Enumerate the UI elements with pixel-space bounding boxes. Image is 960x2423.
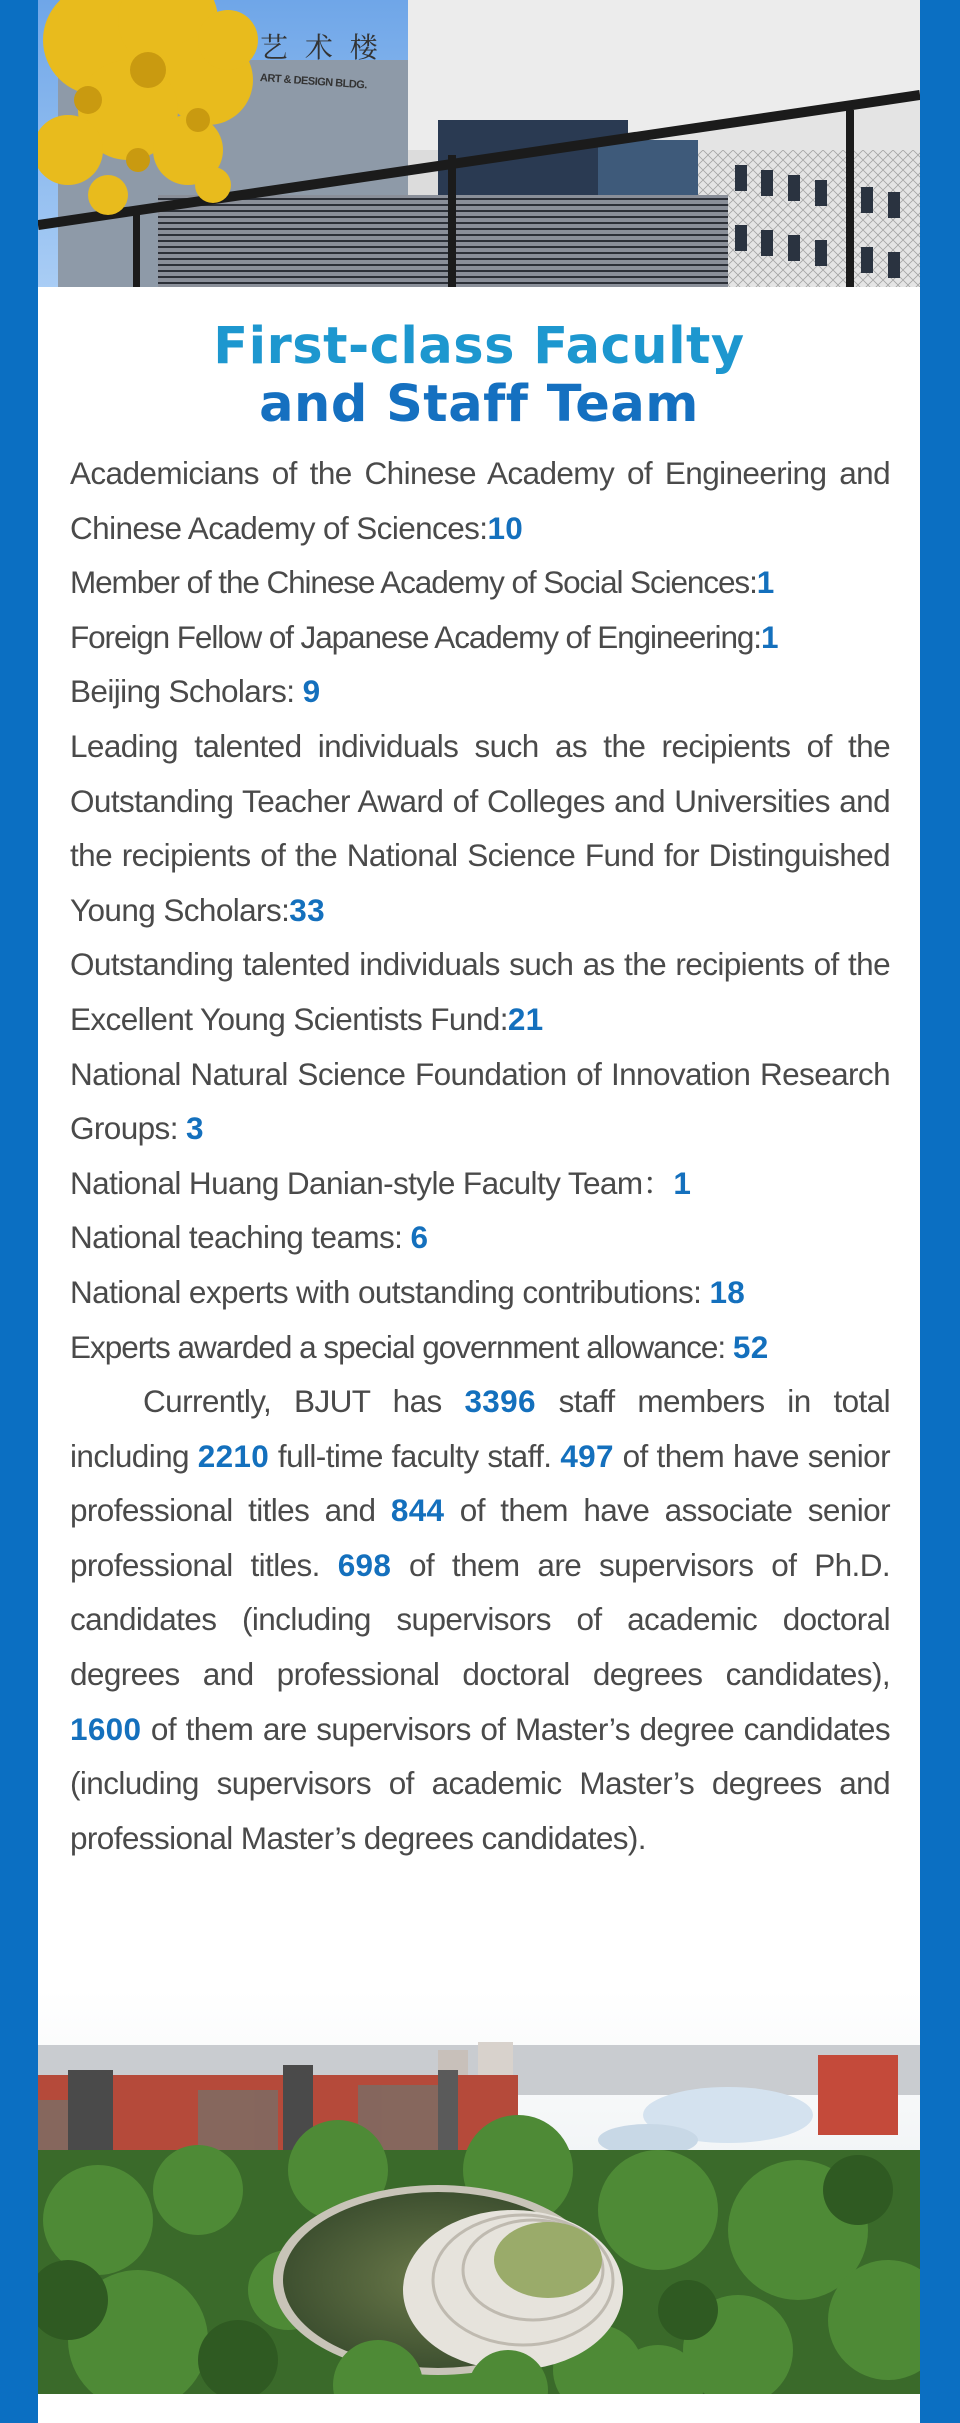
stat-label: Beijing Scholars: <box>70 673 303 710</box>
stat-value: 1 <box>673 1164 692 1201</box>
stat-national-experts <box>70 1265 890 1320</box>
summary-text: Currently, BJUT has <box>143 1383 465 1420</box>
summary-text: of them are supervisors of Ph.D. candidates (including supervisors of academic doctoral degrees and professional doctoral degrees candidates), <box>70 1546 890 1693</box>
summary-text: of them have senior professional titles and <box>70 1437 890 1529</box>
stat-beijing-scholars <box>70 664 890 719</box>
stat-government-allowance <box>70 1320 890 1375</box>
stat-label: National teaching teams: <box>70 1219 411 1256</box>
stat-outstanding-talents <box>70 937 890 1046</box>
stat-label: Experts awarded a special government allowance: <box>70 1328 733 1365</box>
stat-cass-member <box>70 555 890 610</box>
title-line-2: and Staff Team <box>259 375 699 434</box>
stat-japanese-fellow <box>70 610 890 665</box>
stat-value: 9 <box>302 673 321 710</box>
full-time-faculty-count: 2210 <box>197 1437 270 1474</box>
stat-label: National experts with outstanding contributions: <box>70 1273 710 1310</box>
stat-label: Leading talented individuals such as the recipients of the Outstanding Teacher Award of Colleges and Universities and the recipients of the National Science Fund for Distinguished Young Scholars: <box>70 727 890 928</box>
stat-value: 1 <box>760 618 779 655</box>
senior-title-count: 497 <box>560 1437 614 1474</box>
stat-label: National Huang Danian-style Faculty Team： <box>70 1164 674 1201</box>
stat-value: 1 <box>756 564 775 601</box>
master-supervisor-count: 1600 <box>70 1710 142 1747</box>
stat-label: Foreign Fellow of Japanese Academy of Engineering: <box>70 618 761 655</box>
building-sign-cn: 艺 术 楼 <box>260 31 382 64</box>
stat-label: Outstanding talented individuals such as the recipients of the Excellent Young Scientists Fund: <box>70 946 890 1037</box>
stat-value: 33 <box>289 891 325 928</box>
stat-innovation-groups <box>70 1047 890 1156</box>
total-staff-count: 3396 <box>464 1383 536 1420</box>
title-line-1: First-class Faculty <box>213 317 745 376</box>
campus-photo-illustration <box>38 1990 920 2394</box>
staff-summary-paragraph <box>70 1374 890 1865</box>
stat-value: 3 <box>186 1110 204 1147</box>
stat-value: 21 <box>507 1000 544 1037</box>
stat-label: Academicians of the Chinese Academy of Engineering and Chinese Academy of Sciences: <box>70 455 890 546</box>
stat-value: 10 <box>487 509 524 546</box>
summary-text: staff members in total including <box>70 1383 891 1474</box>
stat-value: 52 <box>732 1328 769 1365</box>
building-sign-en: ART & DESIGN BLDG. <box>259 72 368 92</box>
art-design-building-photo <box>38 0 920 287</box>
associate-senior-title-count: 844 <box>390 1492 445 1529</box>
stat-academicians <box>70 446 890 555</box>
page-title <box>38 318 920 434</box>
summary-text: of them have associate senior professional titles. <box>70 1492 890 1583</box>
summary-text: full-time faculty staff. <box>269 1437 561 1474</box>
stat-value: 6 <box>410 1219 429 1256</box>
stat-label: Member of the Chinese Academy of Social Sciences: <box>70 564 757 601</box>
stat-leading-talents <box>70 719 890 937</box>
content-panel <box>38 0 920 2423</box>
stat-label: National Natural Science Foundation of Innovation Research Groups: <box>70 1055 890 1147</box>
faculty-content <box>70 446 890 1865</box>
stat-value: 18 <box>709 1273 746 1310</box>
phd-supervisor-count: 698 <box>337 1546 392 1583</box>
stat-teaching-teams <box>70 1210 890 1265</box>
building-photo-illustration <box>38 0 920 287</box>
summary-text: of them are supervisors of Master’s degree candidates (including supervisors of academic Master’s degrees and professional Master’s degrees candidates). <box>70 1710 890 1856</box>
stat-huang-danian-team <box>70 1156 890 1211</box>
campus-aerial-photo <box>38 1990 920 2394</box>
